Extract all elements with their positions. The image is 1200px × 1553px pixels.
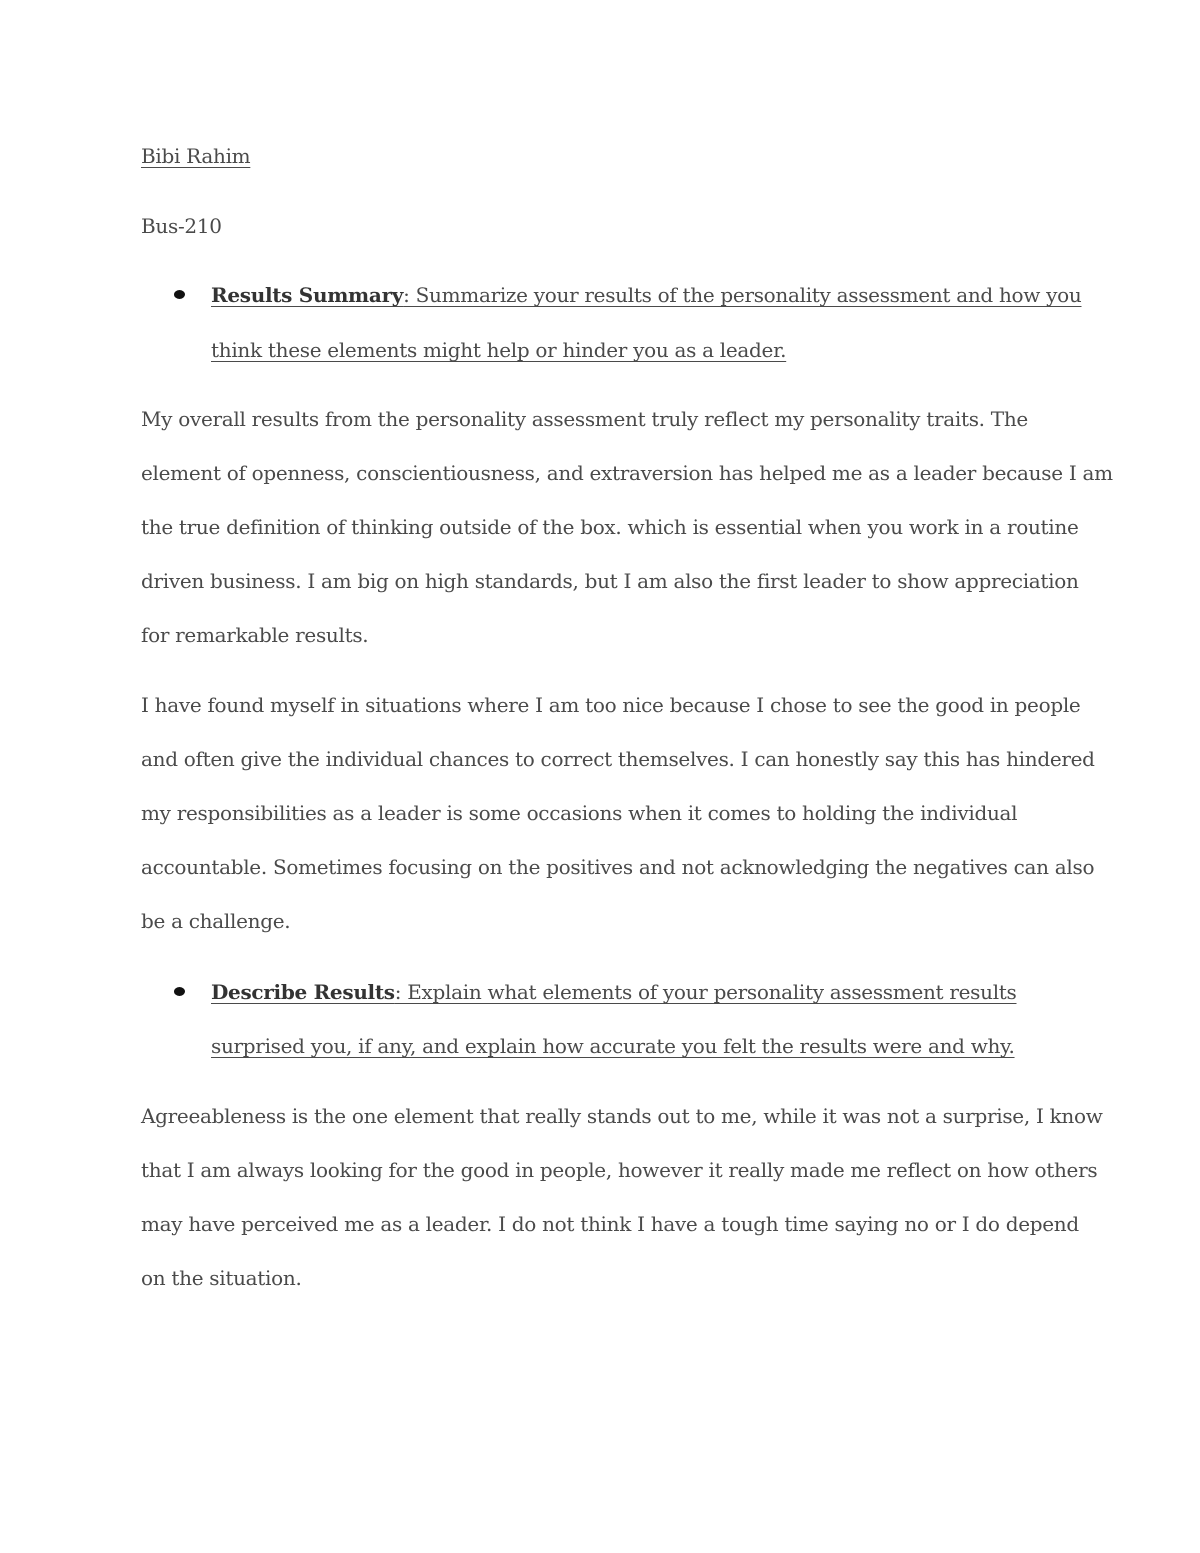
section2-heading-bold: Describe Results bbox=[211, 980, 395, 1004]
course-code: Bus-210 bbox=[141, 214, 222, 238]
paragraph2-line: be a challenge. bbox=[141, 909, 291, 933]
section1-heading-bold: Results Summary bbox=[211, 283, 404, 307]
paragraph2-line: accountable. Sometimes focusing on the positives and not acknowledging the negatives can also bbox=[141, 855, 1095, 879]
bullet-icon bbox=[174, 290, 185, 299]
paragraph2-line: my responsibilities as a leader is some occasions when it comes to holding the individual bbox=[141, 801, 1018, 825]
bullet-icon bbox=[174, 987, 185, 996]
section1-heading-line1 bbox=[211, 285, 1081, 305]
paragraph1-line: for remarkable results. bbox=[141, 623, 369, 647]
paragraph1-line: the true definition of thinking outside of the box. which is essential when you work in a routine bbox=[141, 515, 1079, 539]
paragraph3-line: on the situation. bbox=[141, 1266, 302, 1290]
paragraph2-line: and often give the individual chances to correct themselves. I can honestly say this has hindered bbox=[141, 747, 1095, 771]
section1-heading-line2: think these elements might help or hinder you as a leader. bbox=[211, 338, 787, 362]
paragraph3-line: may have perceived me as a leader. I do not think I have a tough time saying no or I do depend bbox=[141, 1212, 1079, 1236]
paragraph1-line: element of openness, conscientiousness, and extraversion has helped me as a leader because I am bbox=[141, 461, 1113, 485]
paragraph1-line: My overall results from the personality assessment truly reflect my personality traits. The bbox=[141, 407, 1028, 431]
paragraph3-line: that I am always looking for the good in people, however it really made me reflect on how others bbox=[141, 1158, 1098, 1182]
section2-heading-line1 bbox=[211, 982, 1017, 1002]
section2-heading-rest: : Explain what elements of your personality assessment results bbox=[394, 980, 1017, 1004]
paragraph1-line: driven business. I am big on high standards, but I am also the first leader to show appreciation bbox=[141, 569, 1079, 593]
paragraph3-line: Agreeableness is the one element that really stands out to me, while it was not a surprise, I know bbox=[141, 1104, 1103, 1128]
section2-heading-line2: surprised you, if any, and explain how accurate you felt the results were and why. bbox=[211, 1034, 1015, 1058]
author-name: Bibi Rahim bbox=[141, 144, 251, 168]
paragraph2-line: I have found myself in situations where I am too nice because I chose to see the good in people bbox=[141, 693, 1081, 717]
section1-heading-rest: : Summarize your results of the personality assessment and how you bbox=[403, 283, 1082, 307]
